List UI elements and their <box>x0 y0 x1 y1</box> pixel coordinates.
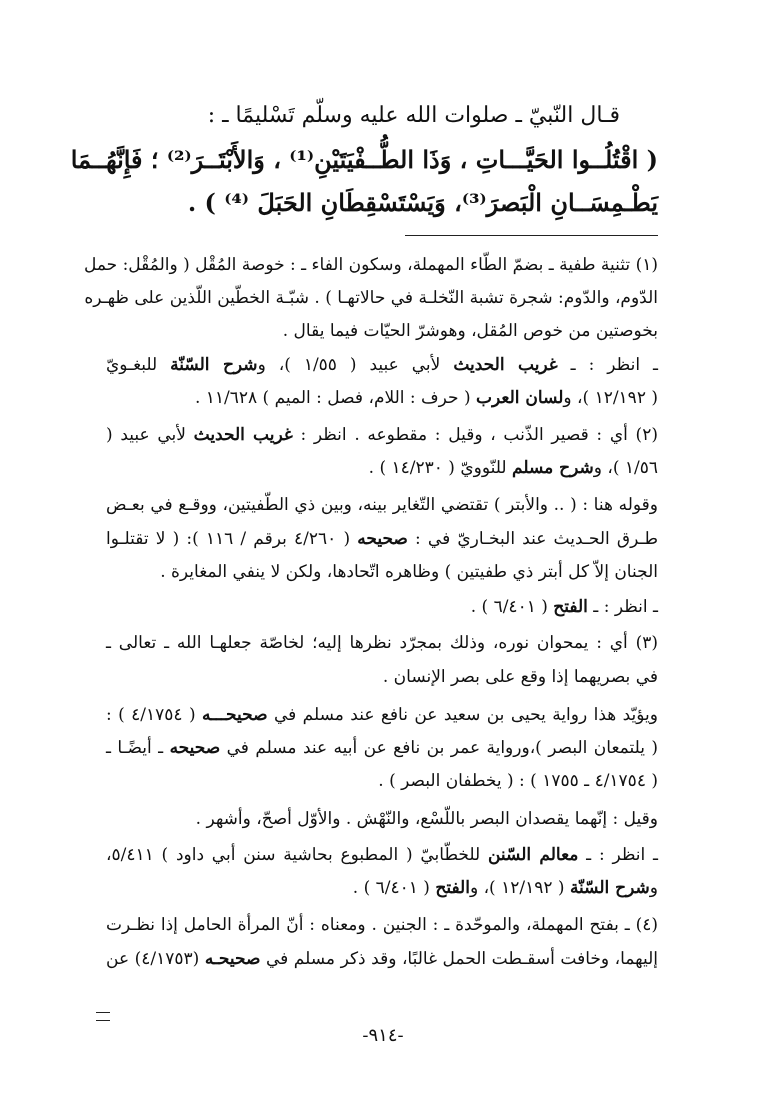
fn4-line-2: إليهما، وخافت أسقـطت الحمل غالبًا، وقد ذكر مسلم في صحيحـه (٤/١٧٥٣) عن <box>106 949 658 969</box>
hadith-line-2: يَطْـمِسَــانِ الْبَصرَ⁽³⁾، وَيَسْتَسْقِطَانِ الحَبَلَ ⁽⁴⁾ ) . <box>187 188 658 217</box>
book-title: صحيحه <box>169 738 221 758</box>
fn1-line-2: الدّوم، والدّوم: شجرة تشبة النّخلـة في حالاتهـا ) . شبّـة الخطّين اللّذين على ظهـره <box>84 288 658 308</box>
fn2-ref-line: ـ انظر : ـ الفتح ( ٦/٤٠١ ) . <box>470 597 658 617</box>
book-title: شرح مسلم <box>512 458 594 478</box>
fn2-para2-line-2: طـرق الحـديث عند البخـاريّ في : صحيحه ( ٤/٢٦٠ برقم / ١١٦ ): ( لا تقتلـوا <box>106 529 658 549</box>
fn3-para2-line-1: ويؤيّد هذا رواية يحيى بن سعيد عن نافع عند مسلم في صحيحـــه ( ٤/١٧٥٤ ) : <box>106 705 658 725</box>
fn1-ref-line-2: ( ١٢/١٩٢ )، ولسان العرب ( حرف : اللام، فصل : الميم ) ١١/٦٢٨ . <box>194 388 658 408</box>
book-title: غريب الحديث <box>193 425 293 445</box>
book-title: لسان العرب <box>476 388 564 408</box>
continuation-mark <box>96 1012 110 1021</box>
book-title: شرح السّنّة <box>170 355 258 375</box>
fn4-line-1: (٤) ـ بفتح المهملة، والموحّدة ـ : الجنين . ومعناه : أنّ المرأة الحامل إذا نظـرت <box>106 915 658 935</box>
hadith-line-1: ( اقْتُلُــوا الحَيَّـــاتِ ، وَذَا الطُّــفْيَتَيْنِ⁽¹⁾ ، وَالأَبْتَــرَ⁽²⁾ ؛ فَإِنَّهُــمَا <box>70 145 658 174</box>
fn3-line-1: (٣) أي : يمحوان نوره، وذلك بمجرّد نظرها إليه؛ لخاصّة جعلهـا الله ـ تعالى ـ <box>106 633 658 653</box>
book-title: معالم السّنن <box>487 845 579 865</box>
page-number: -٩١٤- <box>362 1025 404 1046</box>
book-title: صحيحـــه <box>202 705 268 725</box>
book-title: صحيحـه <box>204 949 261 969</box>
book-title: صحيحه <box>357 529 408 549</box>
book-title: الفتح <box>435 878 470 898</box>
fn3-para2-line-2: ( يلتمعان البصر )،ورواية عمر بن نافع عن أبيه عند مسلم في صحيحه ـ أيضًـا ـ <box>106 738 659 758</box>
fn1-line-1: (١) تثنية طفية ـ بضمّ الطّاء المهملة، وسكون الفاء ـ : خوصة المُقْل ( والمُقْل: حمل <box>83 255 658 275</box>
book-title: الفتح <box>553 597 588 617</box>
fn3-ref-line-1: ـ انظر : ـ معالم السّنن للخطّابيّ ( المطبوع بحاشية سنن أبي داود ) ٥/٤١١، <box>106 845 658 865</box>
fn3-para2-line-3: ( ٤/١٧٥٤ ـ ١٧٥٥ ) : ( يخطفان البصر ) . <box>378 771 658 791</box>
fn2-line-1: (٢) أي : قصير الذّنب ، وقيل : مقطوعه . انظر : غريب الحديث لأبي عبيد ( <box>106 425 658 445</box>
fn3-para3: وقيل : إنّهما يقصدان البصر باللّسْع، والنّهْش . والأوّل أصحّ، وأشهر . <box>195 809 658 829</box>
book-title: غريب الحديث <box>453 355 558 375</box>
book-title: شرح السّنّة <box>569 878 650 898</box>
fn2-para2-line-1: وقوله هنا : ( .. والأبتر ) تقتضي التّغاير بينه، وبين ذي الطّفيتين، ووقـع في بعـض <box>106 495 658 515</box>
fn3-ref-line-2: وشرح السّنّة ( ١٢/١٩٢ )، والفتح ( ٦/٤٠١ ) . <box>352 878 658 898</box>
fn2-para2-line-3: الجنان إلاّ كل أبتر ذي طفيتين ) وظاهره اتّحادها، ولكن لا ينفي المغايرة . <box>160 562 658 582</box>
fn3-line-2: في بصريهما إذا وقع على بصر الإنسان . <box>382 667 658 687</box>
footnote-separator <box>405 235 658 236</box>
fn1-ref-line-1: ـ انظر : ـ غريب الحديث لأبي عبيد ( ١/٥٥ )، وشرح السّنّة للبغـويّ <box>106 355 658 375</box>
hadith-intro: قـال النّبيّ ـ صلوات الله عليه وسلّم تَسْليمًا ـ : <box>207 103 620 128</box>
fn1-line-3: بخوصتين من خوص المُقل، وهوشرّ الحيّات فيما يقال . <box>282 321 658 341</box>
fn2-line-2: ١/٥٦ )، وشرح مسلم للنّوويّ ( ١٤/٢٣٠ ) . <box>368 458 658 478</box>
